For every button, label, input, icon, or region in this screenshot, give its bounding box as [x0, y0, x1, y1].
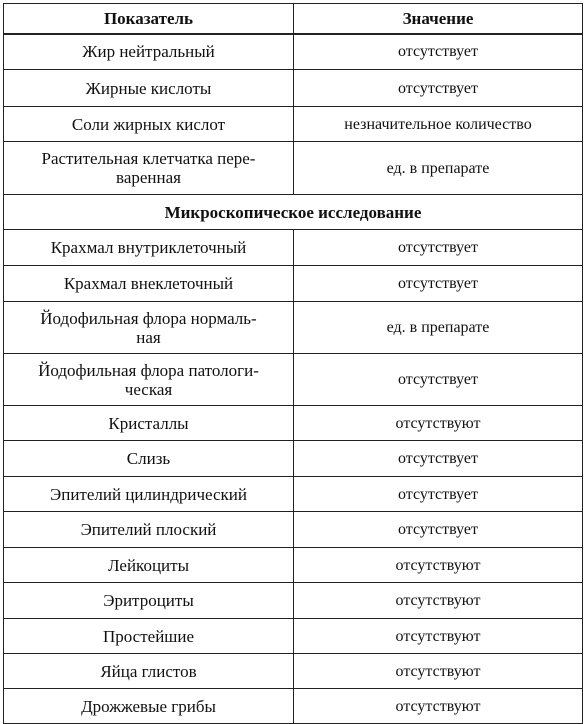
indicator-cell: Кристаллы: [4, 406, 294, 441]
indicator-cell: Растительная клетчатка пере- варенная: [4, 142, 294, 195]
value-cell: отсутствует: [294, 34, 583, 70]
value-cell: отсутствует: [294, 441, 583, 477]
indicator-cell: Лейкоциты: [4, 548, 294, 583]
value-cell: отсутствуют: [294, 689, 583, 724]
indicator-cell: Эпителий цилиндрический: [4, 477, 294, 512]
value-cell: отсутствует: [294, 230, 583, 266]
section-title: Микроскопическое исследование: [4, 195, 583, 230]
table-header: [4, 4, 583, 34]
section-row: [4, 195, 583, 230]
value-cell: отсутствует: [294, 477, 583, 512]
value-cell: отсутствуют: [294, 583, 583, 619]
indicator-cell: Крахмал внеклеточный: [4, 266, 294, 302]
table-row: [4, 441, 583, 477]
value-cell: отсутствуют: [294, 619, 583, 654]
column-header-value: Значение: [294, 4, 583, 34]
table-row: [4, 107, 583, 142]
table-row: [4, 302, 583, 354]
indicator-cell: Дрожжевые грибы: [4, 689, 294, 724]
value-cell: ед. в препарате: [294, 302, 583, 354]
indicator-cell: Крахмал внутриклеточный: [4, 230, 294, 266]
table-body: [4, 34, 583, 724]
header-row: [4, 4, 583, 34]
table-row: [4, 230, 583, 266]
value-cell: отсутствует: [294, 354, 583, 406]
value-cell: отсутствуют: [294, 654, 583, 689]
table-row: [4, 266, 583, 302]
indicator-cell: Простейшие: [4, 619, 294, 654]
analysis-table: [3, 3, 583, 724]
indicator-cell: Соли жирных кислот: [4, 107, 294, 142]
indicator-cell: Яйца глистов: [4, 654, 294, 689]
value-cell: отсутствуют: [294, 406, 583, 441]
indicator-cell: Эритроциты: [4, 583, 294, 619]
value-cell: отсутствует: [294, 266, 583, 302]
table-row: [4, 619, 583, 654]
table-row: [4, 654, 583, 689]
indicator-cell: Йодофильная флора нормаль- ная: [4, 302, 294, 354]
indicator-cell: Жирные кислоты: [4, 70, 294, 107]
value-cell: отсутствует: [294, 70, 583, 107]
indicator-cell: Йодофильная флора патологи- ческая: [4, 354, 294, 406]
value-cell: отсутствует: [294, 512, 583, 548]
table-row: [4, 70, 583, 107]
table-row: [4, 512, 583, 548]
table-row: [4, 689, 583, 724]
table-row: [4, 477, 583, 512]
table-row: [4, 34, 583, 70]
table-row: [4, 142, 583, 195]
value-cell: отсутствуют: [294, 548, 583, 583]
indicator-cell: Жир нейтральный: [4, 34, 294, 70]
table-row: [4, 406, 583, 441]
column-header-indicator: Показатель: [4, 4, 294, 34]
value-cell: ед. в препарате: [294, 142, 583, 195]
table-row: [4, 583, 583, 619]
table-row: [4, 548, 583, 583]
indicator-cell: Слизь: [4, 441, 294, 477]
value-cell: незначительное количество: [294, 107, 583, 142]
indicator-cell: Эпителий плоский: [4, 512, 294, 548]
table-row: [4, 354, 583, 406]
